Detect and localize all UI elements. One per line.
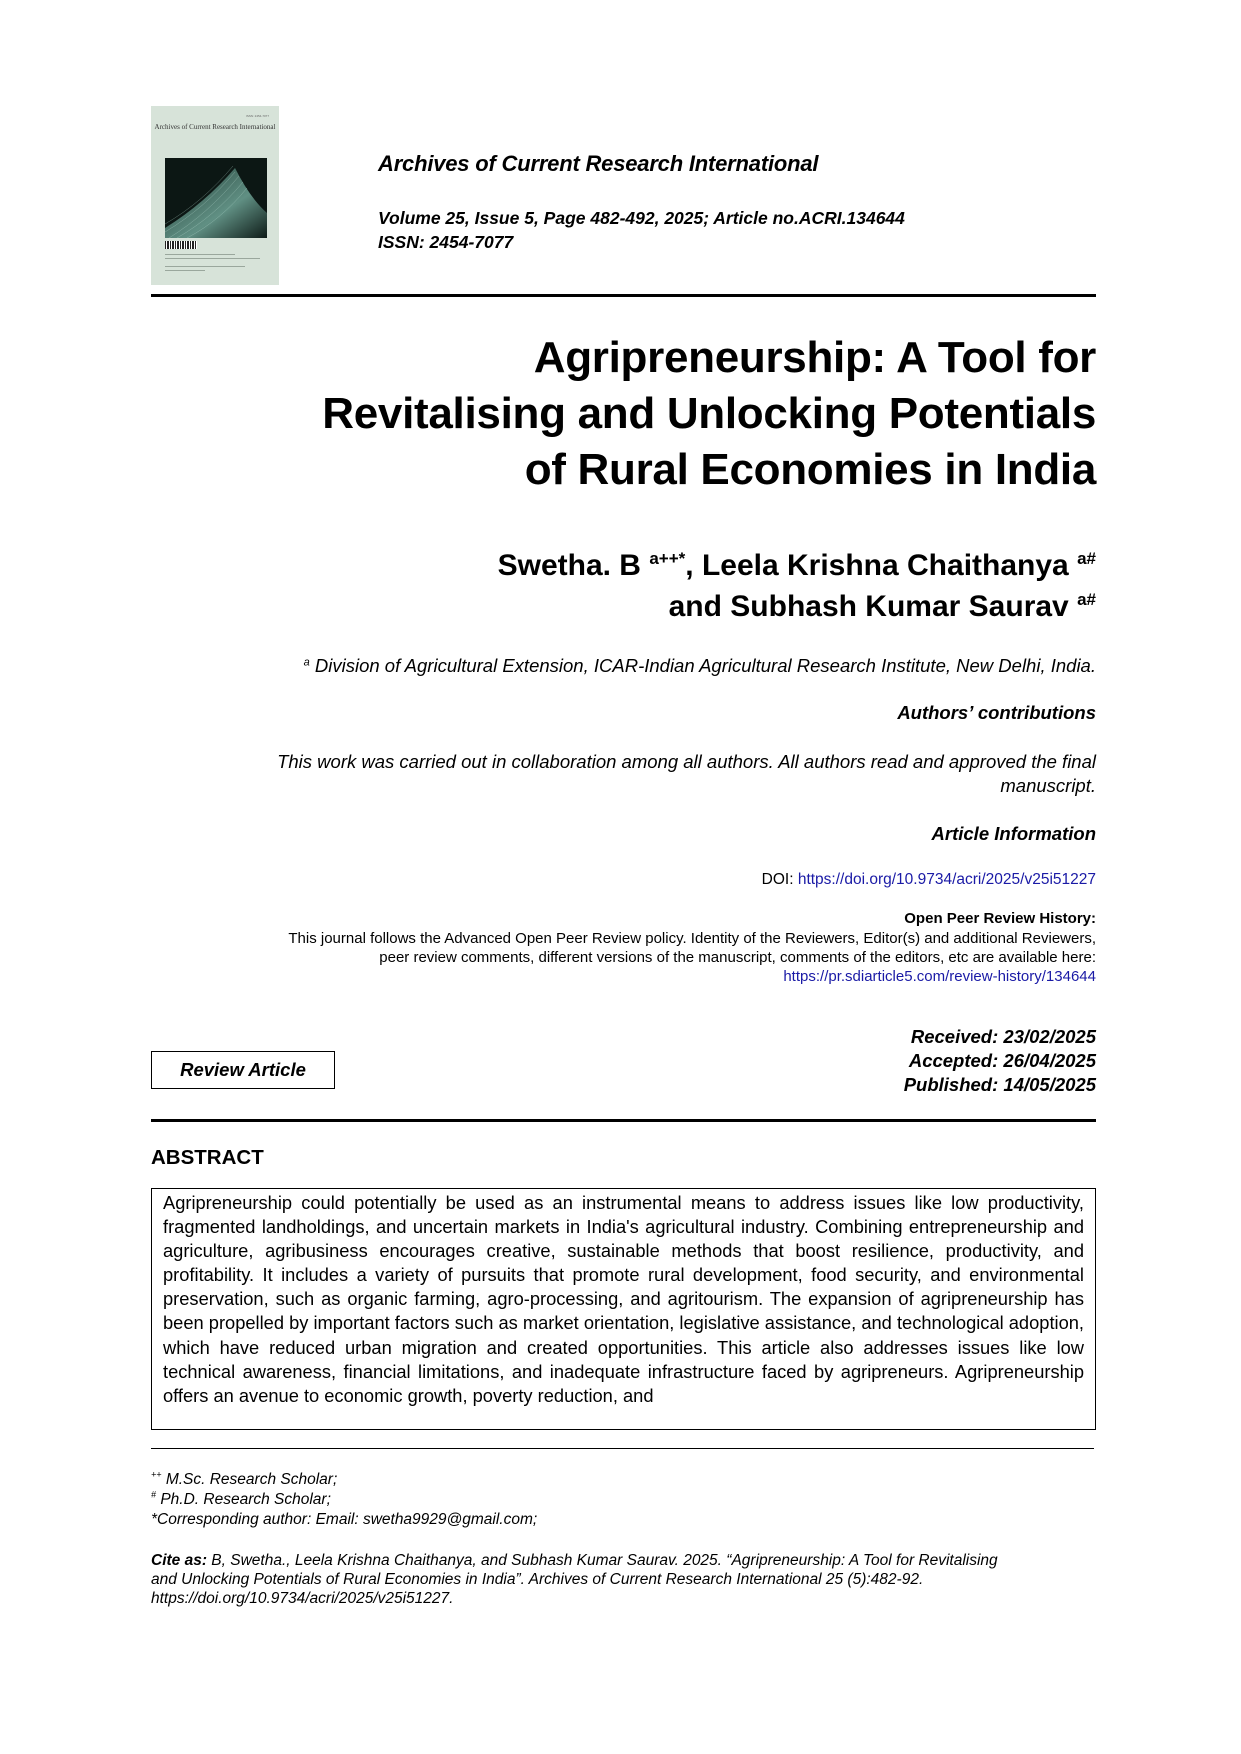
contributions-heading: Authors’ contributions	[897, 702, 1096, 723]
doi-link[interactable]: https://doi.org/10.9734/acri/2025/v25i51227	[797, 871, 1096, 888]
issn: ISSN: 2454-7077	[378, 232, 514, 252]
citation-line: https://doi.org/10.9734/acri/2025/v25i51227.	[151, 1590, 454, 1607]
cite-label: Cite as:	[151, 1552, 207, 1569]
cite-text: B, Swetha., Leela Krishna Chaithanya, and Subhash Kumar Saurav. 2025. “Agripreneurship: A Tool for Revitalising	[207, 1552, 998, 1569]
article-info-heading: Article Information	[931, 823, 1096, 844]
contributions-line: manuscript.	[1000, 775, 1096, 796]
citation-line: and Unlocking Potentials of Rural Economies in India”. Archives of Current Research International 25 (5):482-92.	[151, 1571, 924, 1588]
author-affiliation-mark: a#	[1077, 548, 1096, 568]
cover-barcode	[165, 241, 197, 249]
article-title	[176, 330, 1096, 498]
volume-info: Volume 25, Issue 5, Page 482-492, 2025; Article no.ACRI.134644	[378, 208, 905, 228]
citation	[151, 1551, 1091, 1608]
cover-artwork	[165, 158, 267, 238]
accepted-date: Accepted: 26/04/2025	[908, 1050, 1096, 1071]
cover-text-line	[165, 254, 235, 255]
peer-review-line: This journal follows the Advanced Open Peer Review policy. Identity of the Reviewers, Editor(s) and additional Reviewers,	[288, 930, 1096, 947]
author-affiliation-mark: a++*	[649, 548, 686, 568]
title-line: of Rural Economies in India	[524, 445, 1096, 494]
author-affiliation-mark: a#	[1077, 589, 1096, 609]
doi	[762, 871, 1096, 889]
cover-text-line	[165, 270, 205, 271]
affiliation-mark: a	[303, 656, 310, 669]
author-list	[176, 545, 1096, 627]
cover-title: Archives of Current Research International	[154, 123, 276, 131]
cover-text-line	[165, 266, 245, 267]
received-date: Received: 23/02/2025	[910, 1026, 1096, 1047]
journal-cover-image	[151, 106, 279, 285]
article-dates	[904, 1025, 1096, 1097]
contributions-text	[136, 750, 1096, 798]
title-line: Revitalising and Unlocking Potentials	[322, 389, 1096, 438]
title-line: Agripreneurship: A Tool for	[533, 333, 1096, 382]
abstract-box	[151, 1188, 1096, 1430]
author-name: and Subhash Kumar Saurav	[668, 590, 1069, 623]
abstract-text: Agripreneurship could potentially be used as an instrumental means to address issues like low productivity, fragmented landholdings, and uncertain markets in India's agricultural industry. Combining entrepreneurship and agriculture, agribusiness encourages creative, sustainable methods that boost resilience, productivity, and profitability. It includes a variety of pursuits that promote rural development, food security, and environmental preservation, such as organic farming, agro-processing, and agritourism. The expansion of agripreneurship has been propelled by important factors such as market orientation, legislative assistance, and technological adoption, which have reduced urban migration and created opportunities. This article also addresses issues like low technical awareness, financial limitations, and inadequate infrastructure faced by agripreneurs. Agripreneurship offers an avenue to economic growth, poverty reduction, and	[163, 1192, 1084, 1406]
affiliation-text: Division of Agricultural Extension, ICAR-Indian Agricultural Research Institute, New Delhi, India.	[314, 655, 1096, 676]
peer-review-text	[136, 929, 1096, 986]
cover-text-line	[165, 258, 260, 259]
footnote-rule	[151, 1448, 1094, 1449]
footnote-text: *Corresponding author: Email: swetha9929@gmail.com;	[151, 1511, 538, 1528]
footnote-text: M.Sc. Research Scholar;	[161, 1471, 338, 1488]
footnote	[151, 1511, 537, 1529]
footnote	[151, 1471, 337, 1489]
footnote-mark: #	[151, 1489, 157, 1500]
peer-review-heading: Open Peer Review History:	[904, 910, 1096, 927]
article-type-badge: Review Article	[151, 1051, 335, 1089]
footnote-mark: ++	[151, 1469, 162, 1480]
footnote	[151, 1491, 331, 1509]
citation-line	[151, 1551, 1091, 1570]
author-line	[176, 586, 1096, 627]
author-separator: ,	[685, 549, 702, 582]
doi-label: DOI:	[761, 871, 798, 888]
author-name: Leela Krishna Chaithanya	[701, 549, 1069, 582]
journal-name: Archives of Current Research International	[378, 151, 819, 176]
section-rule	[151, 1119, 1096, 1122]
peer-review-link[interactable]: https://pr.sdiarticle5.com/review-history/134644	[783, 968, 1096, 985]
author-line	[176, 545, 1096, 586]
contributions-line: This work was carried out in collaboration among all authors. All authors read and approved the final	[277, 751, 1096, 772]
author-name: Swetha. B	[497, 549, 641, 582]
abstract-heading: ABSTRACT	[151, 1146, 264, 1169]
peer-review-line: peer review comments, different versions of the manuscript, comments of the editors, etc are available here:	[379, 949, 1096, 966]
header-rule	[151, 294, 1096, 297]
cover-issn: ISSN: 2454-7077	[245, 114, 269, 118]
affiliation	[136, 655, 1096, 677]
published-date: Published: 14/05/2025	[903, 1074, 1096, 1095]
footnote-text: Ph.D. Research Scholar;	[156, 1491, 331, 1508]
